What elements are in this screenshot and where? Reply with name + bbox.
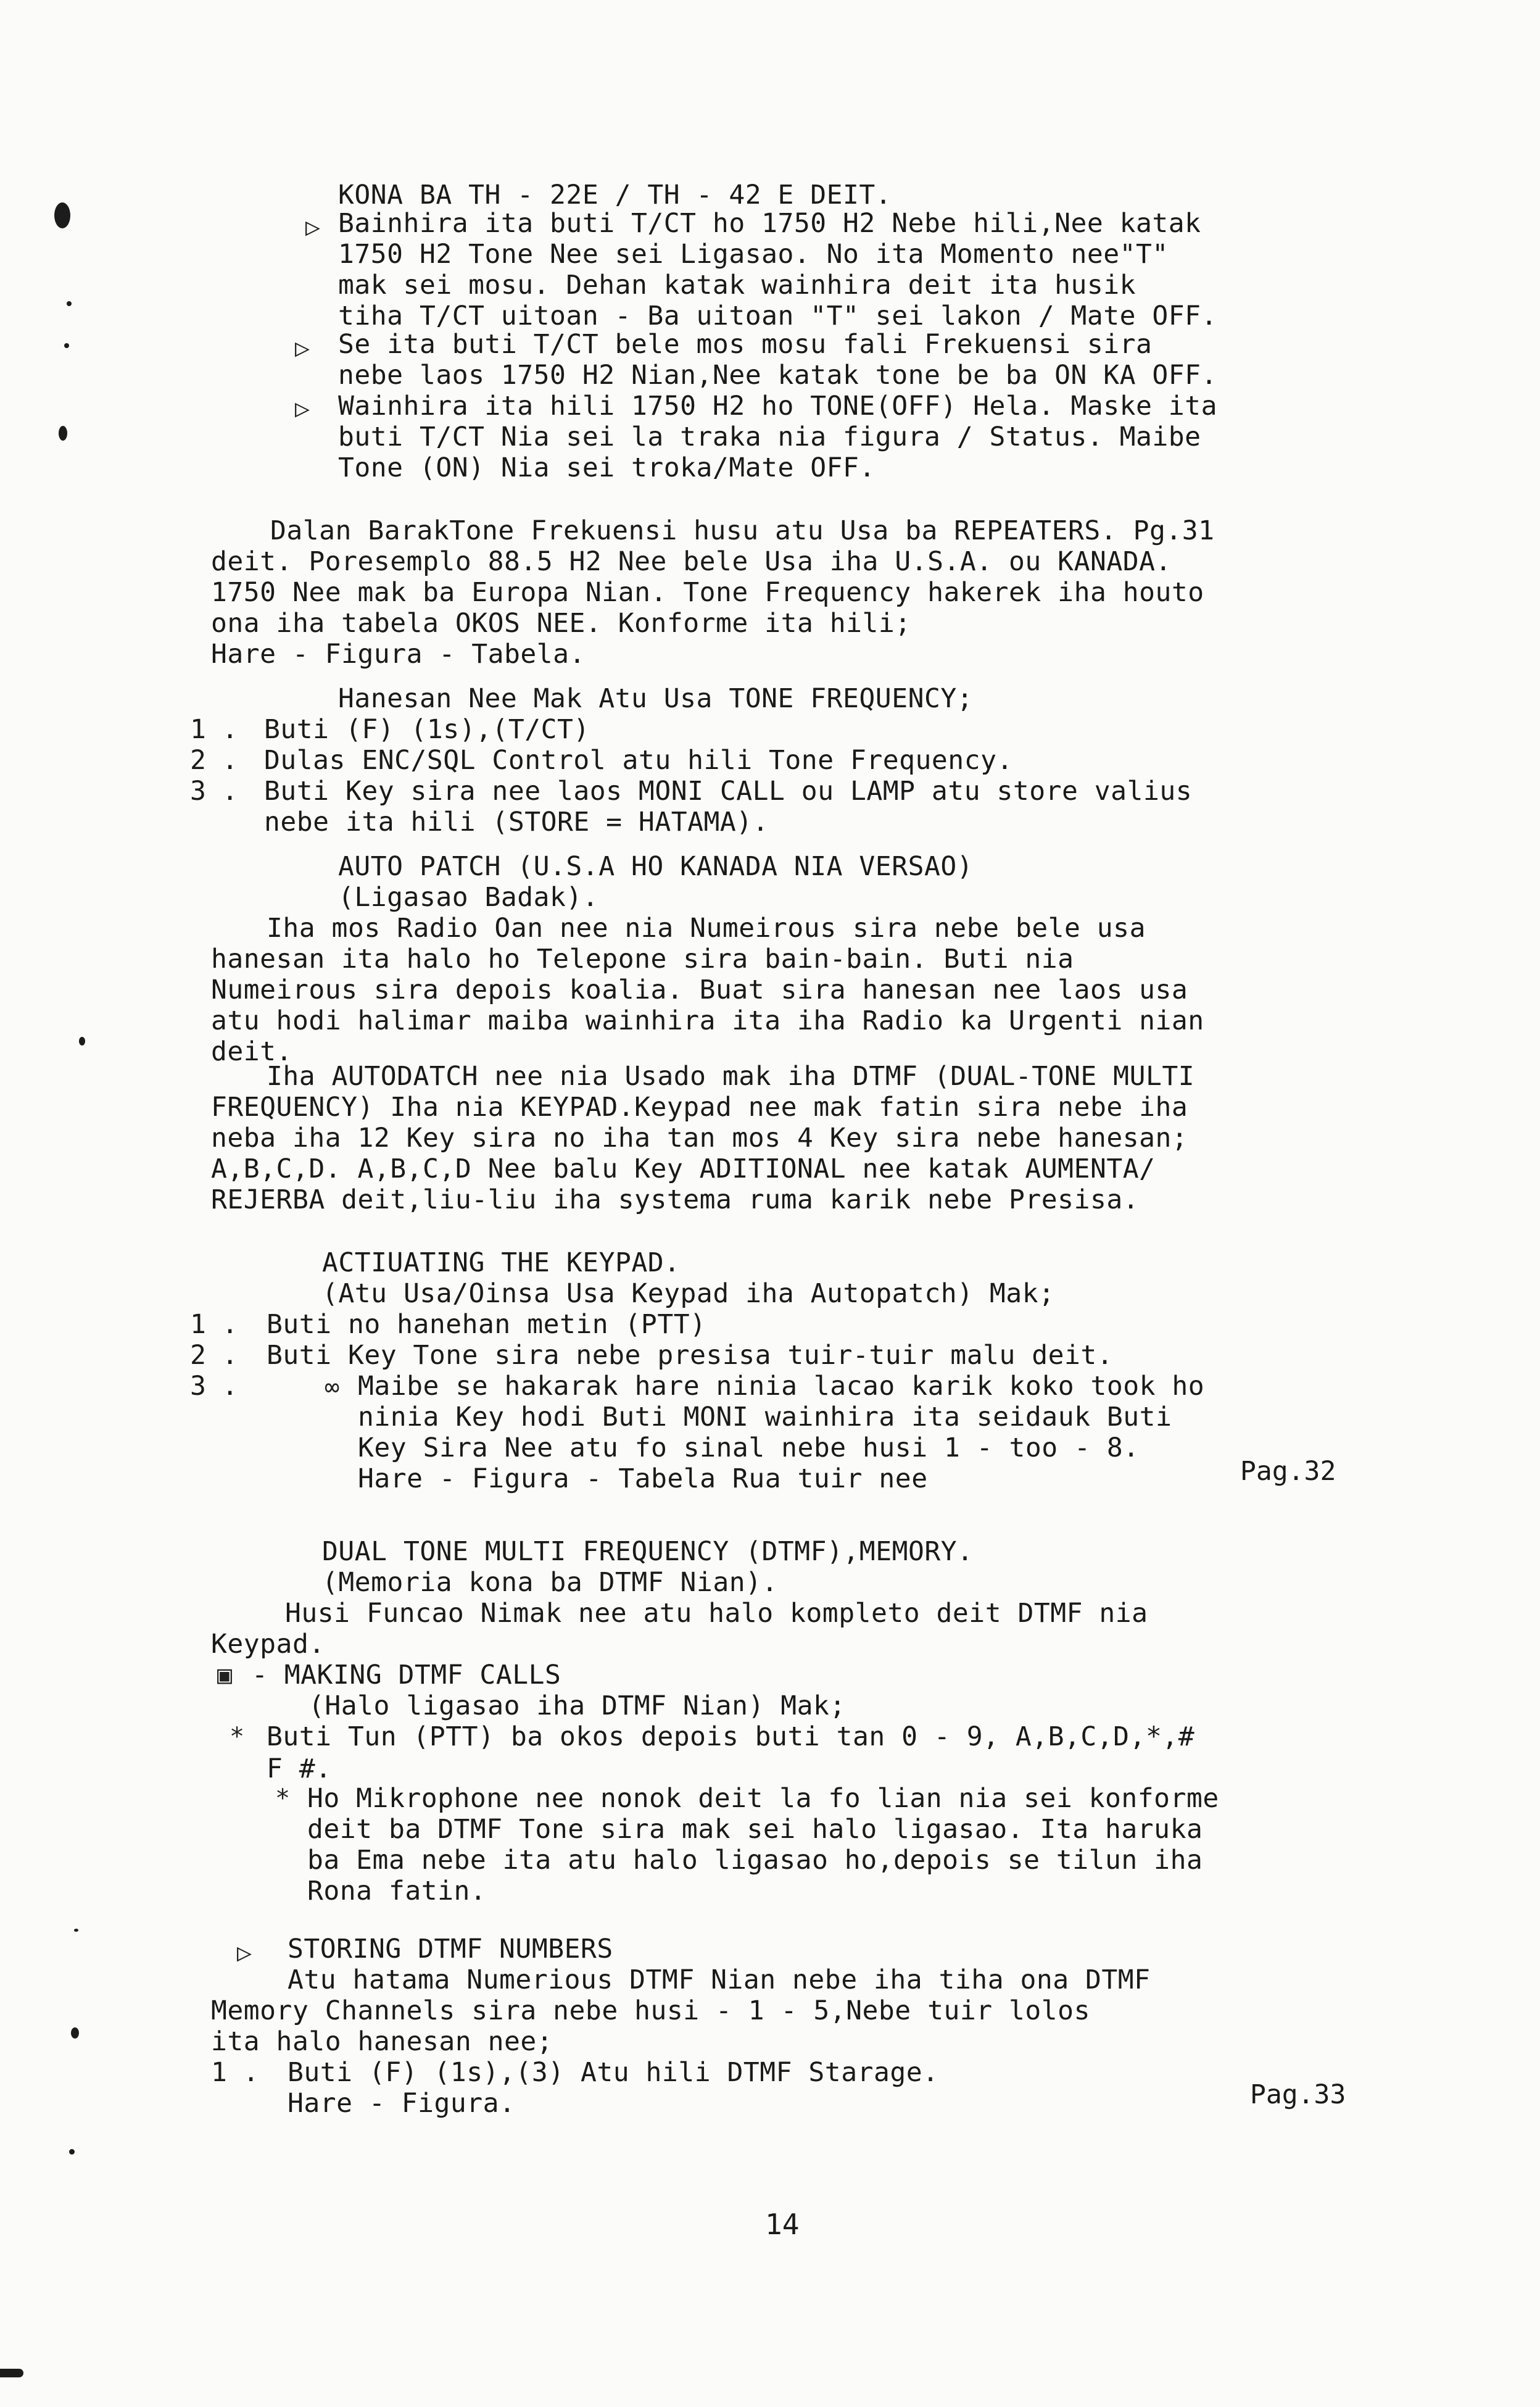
text-line: 1750 Nee mak ba Europa Nian. Tone Frequency hakerek iha houto: [211, 577, 1204, 608]
margin-mark: [74, 1929, 78, 1932]
list-number: 1 .: [211, 2057, 259, 2088]
text-line: hanesan ita halo ho Telepone sira bain-bain. Buti nia: [211, 944, 1074, 975]
list-number: 3 .: [190, 1371, 238, 1402]
text-line: Buti (F) (1s),(3) Atu hili DTMF Starage.: [288, 2057, 939, 2088]
text-line: Buti (F) (1s),(T/CT): [264, 714, 590, 745]
text-line: nebe laos 1750 H2 Nian,Nee katak tone be ba ON KA OFF.: [338, 360, 1217, 391]
text-line: Maibe se hakarak hare ninia lacao karik koko took ho: [358, 1371, 1205, 1402]
text-line: Atu hatama Numerious DTMF Nian nebe iha tiha ona DTMF: [288, 1964, 1151, 1995]
text-line: AUTO PATCH (U.S.A HO KANADA NIA VERSAO): [338, 851, 974, 882]
text-line: Hare - Figura - Tabela Rua tuir nee: [358, 1463, 928, 1494]
text-line: (Ligasao Badak).: [338, 882, 599, 913]
text-line: Rona fatin.: [307, 1876, 487, 1906]
text-line: Husi Funcao Nimak nee atu halo kompleto deit DTMF nia: [285, 1598, 1148, 1629]
text-line: deit. Poresemplo 88.5 H2 Nee bele Usa iha U.S.A. ou KANADA.: [211, 546, 1172, 577]
margin-mark: [59, 426, 67, 441]
text-line: DUAL TONE MULTI FREQUENCY (DTMF),MEMORY.: [322, 1536, 974, 1567]
text-line: tiha T/CT uitoan - Ba uitoan "T" sei lakon / Mate OFF.: [338, 301, 1217, 331]
text-line: ACTIUATING THE KEYPAD.: [322, 1247, 681, 1278]
binding-mark: [0, 2369, 23, 2377]
text-line: 1750 H2 Tone Nee sei Ligasao. No ita Momento nee"T": [338, 239, 1169, 270]
star-icon: *: [275, 1784, 291, 1813]
text-line: Wainhira ita hili 1750 H2 ho TONE(OFF) Hela. Maske ita: [338, 391, 1217, 422]
margin-mark: [67, 301, 72, 306]
text-line: Tone (ON) Nia sei troka/Mate OFF.: [338, 452, 876, 483]
text-line: STORING DTMF NUMBERS: [288, 1934, 613, 1964]
margin-mark: [54, 202, 70, 228]
text-line: Key Sira Nee atu fo sinal nebe husi 1 - too - 8.: [358, 1432, 1140, 1463]
list-number: 1 .: [190, 714, 238, 745]
text-line: (Memoria kona ba DTMF Nian).: [322, 1567, 778, 1598]
text-line: - MAKING DTMF CALLS: [252, 1660, 561, 1690]
arrow-icon: ▷: [295, 334, 310, 362]
star-icon: *: [230, 1723, 245, 1751]
text-line: Dalan BarakTone Frekuensi husu atu Usa ba REPEATERS. Pg.31: [270, 515, 1215, 546]
text-line: nebe ita hili (STORE = HATAMA).: [264, 807, 769, 838]
text-line: KONA BA TH - 22E / TH - 42 E DEIT.: [338, 180, 892, 210]
text-line: ita halo hanesan nee;: [211, 2026, 553, 2057]
text-line: Dulas ENC/SQL Control atu hili Tone Frequency.: [264, 745, 1013, 776]
text-line: (Atu Usa/Oinsa Usa Keypad iha Autopatch) Mak;: [322, 1278, 1055, 1309]
margin-mark: [71, 2027, 79, 2039]
text-line: neba iha 12 Key sira no iha tan mos 4 Key sira nebe hanesan;: [211, 1123, 1188, 1154]
text-line: Se ita buti T/CT bele mos mosu fali Frekuensi sira: [338, 329, 1153, 360]
margin-mark: [64, 343, 69, 348]
text-line: deit.: [211, 1036, 292, 1067]
text-line: Buti Key Tone sira nebe presisa tuir-tuir malu deit.: [267, 1340, 1114, 1371]
text-line: Iha mos Radio Oan nee nia Numeirous sira nebe bele usa: [267, 913, 1146, 944]
arrow-icon: ▷: [237, 1939, 252, 1967]
list-number: 2 .: [190, 1340, 238, 1371]
text-line: Hare - Figura - Tabela.: [211, 639, 586, 670]
box-icon: ▣: [217, 1661, 233, 1689]
margin-mark: [69, 2149, 75, 2155]
text-line: deit ba DTMF Tone sira mak sei halo ligasao. Ita haruka: [307, 1814, 1203, 1845]
text-line: Buti Key sira nee laos MONI CALL ou LAMP atu store valius: [264, 776, 1193, 807]
swirl-icon: ∞: [325, 1373, 340, 1402]
text-line: Buti no hanehan metin (PTT): [267, 1309, 706, 1340]
arrow-icon: ▷: [295, 394, 310, 423]
text-line: F #.: [267, 1753, 332, 1784]
text-line: ninia Key hodi Buti MONI wainhira ita seidauk Buti: [358, 1402, 1172, 1432]
list-number: 1 .: [190, 1309, 238, 1340]
text-line: atu hodi halimar maiba wainhira ita iha Radio ka Urgenti nian: [211, 1005, 1204, 1036]
page-number: 14: [765, 2208, 800, 2241]
text-line: ba Ema nebe ita atu halo ligasao ho,depois se tilun iha: [307, 1845, 1203, 1876]
text-line: Memory Channels sira nebe husi - 1 - 5,Nebe tuir lolos: [211, 1995, 1090, 2026]
arrow-icon: ▷: [305, 213, 321, 241]
text-line: Iha AUTODATCH nee nia Usado mak iha DTMF (DUAL-TONE MULTI: [267, 1061, 1195, 1092]
text-line: REJERBA deit,liu-liu iha systema ruma karik nebe Presisa.: [211, 1184, 1140, 1215]
page-reference: Pag.32: [1240, 1456, 1336, 1487]
text-line: (Halo ligasao iha DTMF Nian) Mak;: [308, 1690, 846, 1721]
text-line: A,B,C,D. A,B,C,D Nee balu Key ADITIONAL nee katak AUMENTA/: [211, 1154, 1156, 1184]
text-line: Numeirous sira depois koalia. Buat sira hanesan nee laos usa: [211, 975, 1188, 1005]
text-line: Hanesan Nee Mak Atu Usa TONE FREQUENCY;: [338, 683, 974, 714]
list-number: 3 .: [190, 776, 238, 807]
text-line: FREQUENCY) Iha nia KEYPAD.Keypad nee mak fatin sira nebe iha: [211, 1092, 1188, 1123]
text-line: mak sei mosu. Dehan katak wainhira deit ita husik: [338, 270, 1136, 301]
text-line: Hare - Figura.: [288, 2088, 516, 2119]
text-line: Buti Tun (PTT) ba okos depois buti tan 0 - 9, A,B,C,D,*,#: [267, 1721, 1195, 1752]
text-line: Bainhira ita buti T/CT ho 1750 H2 Nebe hili,Nee katak: [338, 208, 1201, 239]
text-line: Keypad.: [211, 1629, 325, 1660]
text-line: buti T/CT Nia sei la traka nia figura / Status. Maibe: [338, 422, 1201, 452]
text-line: Ho Mikrophone nee nonok deit la fo lian nia sei konforme: [307, 1783, 1219, 1814]
list-number: 2 .: [190, 745, 238, 776]
text-line: ona iha tabela OKOS NEE. Konforme ita hili;: [211, 608, 911, 639]
margin-mark: [79, 1037, 85, 1046]
page-reference: Pag.33: [1250, 2079, 1346, 2110]
